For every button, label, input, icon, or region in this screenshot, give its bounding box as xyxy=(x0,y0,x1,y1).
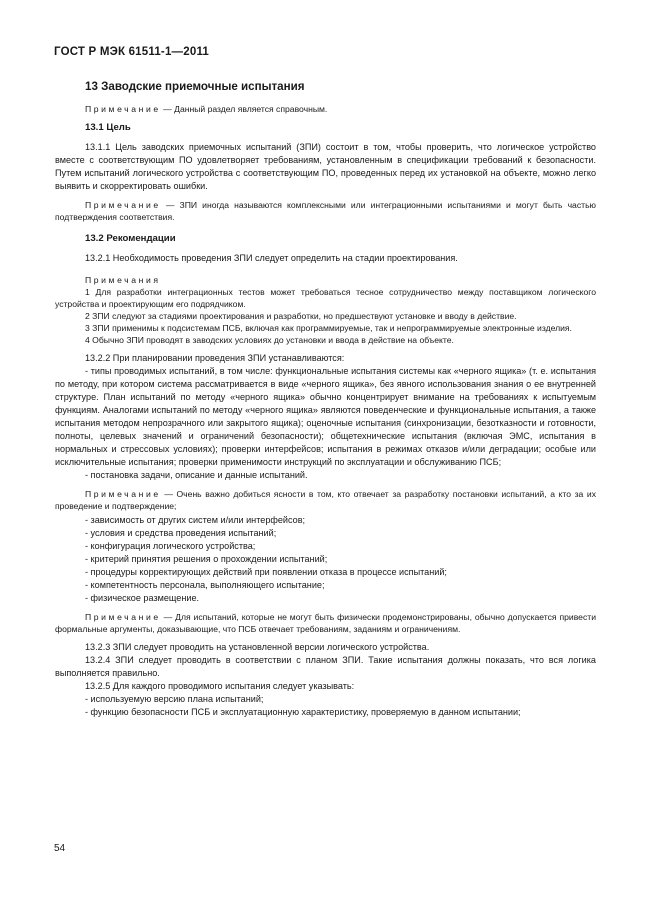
notes-label: Примечания xyxy=(85,275,161,285)
page-number: 54 xyxy=(54,843,66,854)
note-item: 1 Для разработки интеграционных тестов может требоваться тесное сотрудничество между поставщиком логического устройства и проектирующим его подрядчиком. xyxy=(55,287,596,309)
note-item: 4 Обычно ЗПИ проводят в заводских условиях до установки и ввода в действие на объекте. xyxy=(85,335,454,345)
section-title: 13 Заводские приемочные испытания xyxy=(85,80,305,93)
list-item: - физическое размещение. xyxy=(85,593,200,603)
list-item: - постановка задачи, описание и данные испытаний. xyxy=(85,470,308,480)
note-13-1 xyxy=(55,199,596,223)
paragraph-13-2-5: 13.2.5 Для каждого проводимого испытания следует указывать: xyxy=(85,681,355,691)
paragraph-13-2-2: 13.2.2 При планировании проведения ЗПИ устанавливаются: xyxy=(85,353,345,363)
list-item: - критерий принятия решения о прохождении испытаний; xyxy=(85,554,328,564)
note-label: Примечание xyxy=(85,200,161,210)
note-item: 3 ЗПИ применимы к подсистемам ПСБ, включая как программируемые, так и непрограммируемые электронные изделия. xyxy=(85,323,572,333)
note-formal-arguments xyxy=(55,611,596,635)
list-item: - условия и средства проведения испытаний; xyxy=(85,528,277,538)
list-item: - используемую версию плана испытаний; xyxy=(85,694,264,704)
note-item: 2 ЗПИ следуют за стадиями проектирования и разработки, но предшествуют установке и вводу в действие. xyxy=(85,311,517,321)
paragraph-13-2-1: 13.2.1 Необходимость проведения ЗПИ следует определить на стадии проектирования. xyxy=(85,253,458,263)
page-content xyxy=(55,76,596,719)
list-item: - функцию безопасности ПСБ и эксплуатационную характеристику, проверяемую в данном испытании; xyxy=(85,707,521,717)
standard-header: ГОСТ Р МЭК 61511-1—2011 xyxy=(54,46,210,58)
subsection-title-13-1: 13.1 Цель xyxy=(85,122,131,133)
paragraph-13-1-1: 13.1.1 Цель заводских приемочных испытаний (ЗПИ) состоит в том, чтобы проверить, что логическое устройство вместе с соответствующим ПО удовлетворяет требованиям, установленным в спецификации требований к безопасности. Путем испытаний логического устройства с соответствующим ПО, проведенных перед их установкой на объекте, можно легко выявить и скорректировать ошибки. xyxy=(55,142,596,191)
paragraph-13-2-4: 13.2.4 ЗПИ следует проводить в соответствии с планом ЗПИ. Такие испытания должны показать, что вся логика выполняется правильно. xyxy=(55,655,596,678)
note-label: Примечание xyxy=(85,489,161,499)
note-label: Примечание xyxy=(85,612,161,622)
note-intro xyxy=(55,103,596,115)
note-text: — Для испытаний, которые не могут быть физически продемонстрированы, обычно допускается привести формальные аргументы, доказывающие, что ПСБ отвечает требованиям, заданиям и ограничениям. xyxy=(55,612,596,634)
paragraph-13-2-3: 13.2.3 ЗПИ следует проводить на установленной версии логического устройства. xyxy=(85,642,430,652)
note-text: — Данный раздел является справочным. xyxy=(160,104,328,114)
note-text: — Очень важно добиться ясности в том, кто отвечает за разработку постановки испытаний, а кто за их проведение и подтверждение; xyxy=(55,489,596,511)
list-item: - конфигурация логического устройства; xyxy=(85,541,256,551)
list-item: - зависимость от других систем и/или интерфейсов; xyxy=(85,515,306,525)
subsection-title-13-2: 13.2 Рекомендации xyxy=(85,233,176,244)
list-item: - типы проводимых испытаний, в том числе: функциональные испытания системы как «черного ящика» (т. е. испытания по методу, при котором система рассматривается в виде «черного ящика», без явного использования знания о ее внутренней структуре. План испытаний по методу «черного ящика» обычно концентрирует внимание на требованиях к испытуемым функциям. Аналогами испытаний по методу «черного ящика» являются поведенческие и функциональные испытания, а также испытания методом непрозрачного или закрытого ящика); оценочные испытания (синхронизации, безотказности и готовности, полноты, целевых значений и ограничений безопасности); общетехнические испытания (включая ЭМС, испытания в нормальных и стрессовых условиях); проверки интерфейсов; испытания в режимах отказов и/или деградации; особые или исключительные испытания; проверки применимости инструкций по эксплуатации и обслуживанию ПСБ; xyxy=(55,366,596,467)
list-item: - процедуры корректирующих действий при появлении отказа в процессе испытаний; xyxy=(85,567,447,577)
list-item: - компетентность персонала, выполняющего испытание; xyxy=(85,580,325,590)
note-text: — ЗПИ иногда называются комплексными или интеграционными испытаниями и могут быть частью подтверждения соответствия. xyxy=(55,200,596,222)
note-label: Примечание xyxy=(85,104,161,114)
note-13-2-2 xyxy=(55,488,596,512)
